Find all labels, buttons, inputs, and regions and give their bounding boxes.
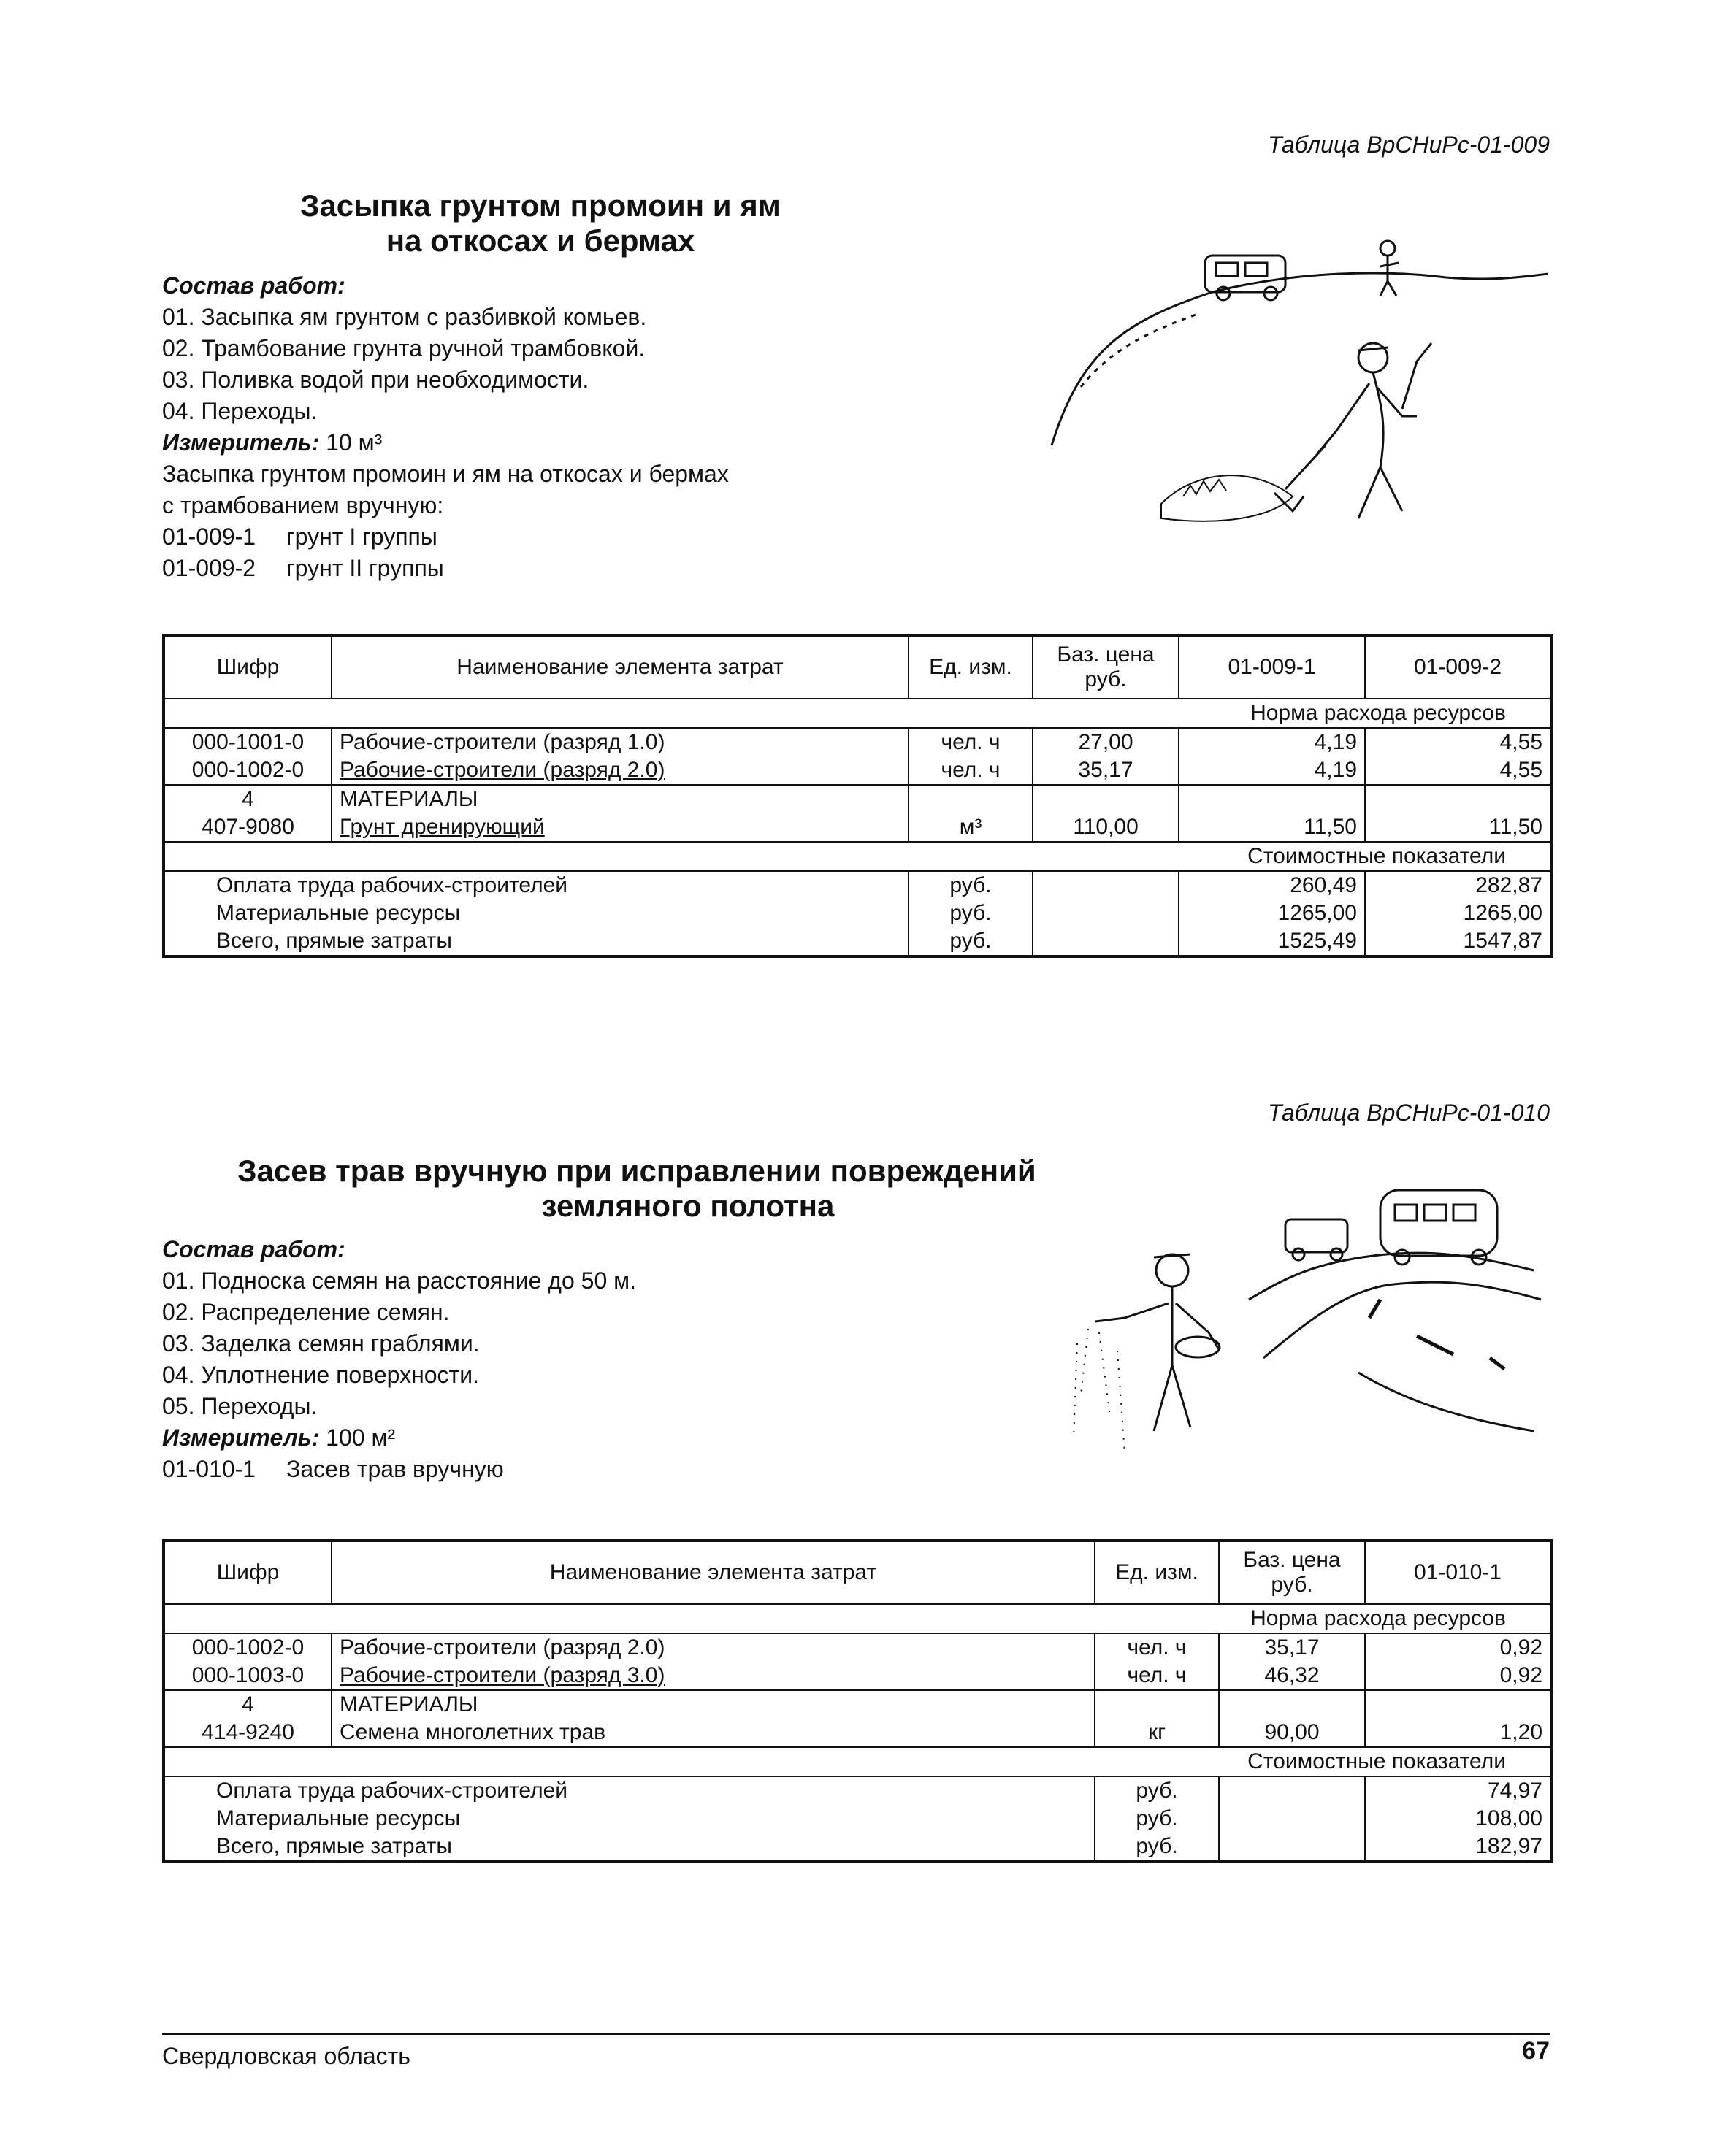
- title-line: на откосах и бермах: [386, 223, 695, 258]
- table-header-row: [164, 1541, 1551, 1604]
- cell-price: 90,00: [1219, 1719, 1365, 1747]
- table-row-group: [164, 785, 1551, 813]
- summary-value: 282,87: [1365, 871, 1551, 899]
- measure-line: [162, 427, 1039, 459]
- work-label: Состав работ:: [162, 272, 345, 299]
- summary-label: Оплата труда рабочих-строителей: [164, 1776, 1095, 1805]
- cell-price: 110,00: [1033, 813, 1179, 842]
- cell-group-code: 4: [164, 1690, 332, 1719]
- car-icon: [1285, 1219, 1347, 1260]
- summary-label: Материальные ресурсы: [164, 899, 909, 927]
- col-header-price: Баз. цена руб.: [1219, 1541, 1365, 1604]
- work-item: 02. Распределение семян.: [162, 1299, 450, 1325]
- cost-band-row: [164, 1747, 1551, 1776]
- cost-band-label: Стоимостные показатели: [164, 1747, 1551, 1776]
- cell-group-code: 4: [164, 785, 332, 813]
- cell-group-name: МАТЕРИАЛЫ: [332, 1690, 1095, 1719]
- summary-unit: руб.: [909, 871, 1033, 899]
- table-row: [164, 728, 1551, 756]
- cell-unit: чел. ч: [1095, 1633, 1219, 1662]
- cell-value: 0,92: [1365, 1633, 1551, 1662]
- cell-value: 11,50: [1365, 813, 1551, 842]
- summary-row: [164, 899, 1551, 927]
- table-header-row: [164, 635, 1551, 699]
- work-composition-009: [162, 270, 1039, 584]
- vehicle-icon: [1205, 256, 1285, 300]
- col-header-norm-2: 01-009-2: [1365, 635, 1551, 699]
- summary-label: Всего, прямые затраты: [164, 1833, 1095, 1862]
- summary-label: Оплата труда рабочих-строителей: [164, 871, 909, 899]
- footer-region: Свердловская область: [162, 2043, 410, 2069]
- norm-code: 01-010-1: [162, 1456, 256, 1482]
- cell-name: Семена многолетних трав: [332, 1719, 1095, 1747]
- work-label: Состав работ:: [162, 1236, 345, 1262]
- summary-value: 1547,87: [1365, 927, 1551, 956]
- norm-band-row: [164, 1604, 1551, 1633]
- code-row: [162, 1454, 1039, 1485]
- cell-unit: чел. ч: [1095, 1662, 1219, 1690]
- norm-code: 01-009-2: [162, 555, 256, 581]
- code-row: [162, 521, 1039, 553]
- cell-price: 27,00: [1033, 728, 1179, 756]
- cell-code: 000-1001-0: [164, 728, 332, 756]
- title-line: Засыпка грунтом промоин и ям: [300, 188, 781, 223]
- table-row: [164, 813, 1551, 842]
- section-title-010: [162, 1154, 1112, 1224]
- cell-value: 4,19: [1179, 756, 1365, 785]
- cell-code: 000-1003-0: [164, 1662, 332, 1690]
- summary-label: Материальные ресурсы: [164, 1805, 1095, 1833]
- norm-band-label: Норма расхода ресурсов: [164, 1604, 1551, 1633]
- code-row: [162, 553, 1039, 584]
- title-line: земляного полотна: [541, 1189, 835, 1223]
- col-header-norm-1: 01-009-1: [1179, 635, 1365, 699]
- measure-label: Измеритель:: [162, 429, 320, 456]
- measure-value: 100 м²: [326, 1424, 396, 1451]
- summary-unit: руб.: [1095, 1833, 1219, 1862]
- norm-table-009: [162, 634, 1553, 958]
- cell-name: Рабочие-строители (разряд 2.0): [332, 1633, 1095, 1662]
- measure-label: Измеритель:: [162, 1424, 320, 1451]
- col-header-name: Наименование элемента затрат: [332, 635, 909, 699]
- table-tag-010: Таблица ВрСНиРс-01-010: [1268, 1100, 1550, 1126]
- cell-code: 414-9240: [164, 1719, 332, 1747]
- col-header-norm-1: 01-010-1: [1365, 1541, 1551, 1604]
- summary-row: [164, 1833, 1551, 1862]
- col-header-name: Наименование элемента затрат: [332, 1541, 1095, 1604]
- cell-code: 000-1002-0: [164, 756, 332, 785]
- norm-code-text: грунт I группы: [286, 523, 437, 550]
- worker-small-icon: [1380, 241, 1399, 296]
- summary-value: 1525,49: [1179, 927, 1365, 956]
- cell-value: 1,20: [1365, 1719, 1551, 1747]
- norm-code: 01-009-1: [162, 523, 256, 550]
- table-row: [164, 1662, 1551, 1690]
- col-header-unit: Ед. изм.: [909, 635, 1033, 699]
- summary-unit: руб.: [909, 927, 1033, 956]
- work-item: 04. Переходы.: [162, 398, 318, 424]
- summary-value: 182,97: [1365, 1833, 1551, 1862]
- cell-group-name: МАТЕРИАЛЫ: [332, 785, 909, 813]
- cell-price: 46,32: [1219, 1662, 1365, 1690]
- col-header-code: Шифр: [164, 1541, 332, 1604]
- col-header-price: Баз. цена руб.: [1033, 635, 1179, 699]
- norm-band-row: [164, 699, 1551, 728]
- page-number: 67: [1522, 2037, 1550, 2065]
- table-row: [164, 756, 1551, 785]
- col-header-unit: Ед. изм.: [1095, 1541, 1219, 1604]
- col-header-code: Шифр: [164, 635, 332, 699]
- cell-unit: чел. ч: [909, 756, 1033, 785]
- summary-row: [164, 927, 1551, 956]
- work-item: 01. Подноска семян на расстояние до 50 м.: [162, 1267, 637, 1294]
- worker-sowing-icon: [1095, 1254, 1220, 1431]
- summary-unit: руб.: [1095, 1805, 1219, 1833]
- cell-code: 407-9080: [164, 813, 332, 842]
- work-item: 03. Заделка семян граблями.: [162, 1330, 480, 1357]
- table-tag-009: Таблица ВрСНиРс-01-009: [1268, 131, 1550, 158]
- cell-code: 000-1002-0: [164, 1633, 332, 1662]
- work-item: 02. Трамбование грунта ручной трамбовкой.: [162, 335, 646, 361]
- cost-band-label: Стоимостные показатели: [164, 842, 1551, 871]
- summary-row: [164, 871, 1551, 899]
- summary-unit: руб.: [909, 899, 1033, 927]
- cell-unit: кг: [1095, 1719, 1219, 1747]
- summary-row: [164, 1776, 1551, 1805]
- work-item: 05. Переходы.: [162, 1393, 318, 1419]
- cell-value: 0,92: [1365, 1662, 1551, 1690]
- description-line: Засыпка грунтом промоин и ям на откосах и бермах: [162, 461, 729, 487]
- description-line: с трамбованием вручную:: [162, 492, 444, 518]
- summary-row: [164, 1805, 1551, 1833]
- summary-value: 74,97: [1365, 1776, 1551, 1805]
- title-line: Засев трав вручную при исправлении повреждений: [237, 1154, 1036, 1188]
- cell-price: 35,17: [1219, 1633, 1365, 1662]
- cell-value: 4,55: [1365, 756, 1551, 785]
- cell-unit: м³: [909, 813, 1033, 842]
- norm-band-label: Норма расхода ресурсов: [164, 699, 1551, 728]
- cell-name: Рабочие-строители (разряд 1.0): [332, 728, 909, 756]
- seeds-scatter: [1074, 1329, 1125, 1453]
- norm-table-010: [162, 1539, 1553, 1863]
- summary-value: 1265,00: [1365, 899, 1551, 927]
- illustration-grass-sowing: [1066, 1175, 1548, 1468]
- cell-unit: чел. ч: [909, 728, 1033, 756]
- work-composition-010: [162, 1234, 1039, 1485]
- norm-code-text: грунт II группы: [286, 555, 444, 581]
- summary-label: Всего, прямые затраты: [164, 927, 909, 956]
- norm-code-text: Засев трав вручную: [286, 1456, 504, 1482]
- table-row: [164, 1633, 1551, 1662]
- table-row-group: [164, 1690, 1551, 1719]
- cell-name: Рабочие-строители (разряд 3.0): [332, 1662, 1095, 1690]
- cell-value: 4,19: [1179, 728, 1365, 756]
- cell-name: Рабочие-строители (разряд 2.0): [332, 756, 909, 785]
- cell-value: 11,50: [1179, 813, 1365, 842]
- summary-unit: руб.: [1095, 1776, 1219, 1805]
- cell-name: Грунт дренирующий: [332, 813, 909, 842]
- measure-line: [162, 1422, 1039, 1454]
- summary-value: 108,00: [1365, 1805, 1551, 1833]
- work-item: 03. Поливка водой при необходимости.: [162, 367, 589, 393]
- section-title-009: [263, 188, 818, 258]
- measure-value: 10 м³: [326, 429, 383, 456]
- summary-value: 1265,00: [1179, 899, 1365, 927]
- worker-shovel-icon: [1274, 343, 1431, 518]
- work-item: 04. Уплотнение поверхности.: [162, 1362, 479, 1388]
- cell-price: 35,17: [1033, 756, 1179, 785]
- table-row: [164, 1719, 1551, 1747]
- work-item: 01. Засыпка ям грунтом с разбивкой комьев.: [162, 304, 647, 330]
- illustration-slope-workers: [1037, 204, 1563, 555]
- summary-value: 260,49: [1179, 871, 1365, 899]
- cell-value: 4,55: [1365, 728, 1551, 756]
- footer-rule: [162, 2033, 1550, 2035]
- cost-band-row: [164, 842, 1551, 871]
